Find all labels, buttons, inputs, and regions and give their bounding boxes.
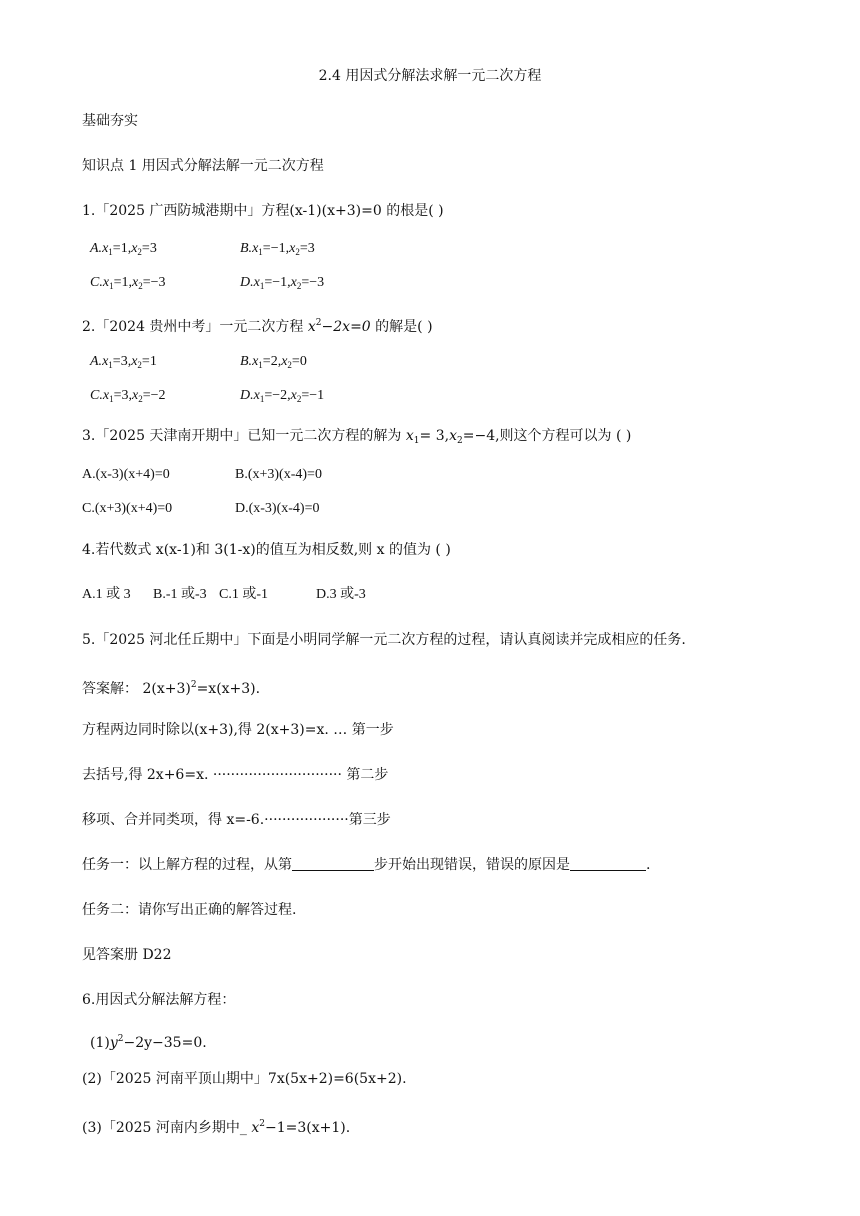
answer-blank-reason[interactable] [570,856,646,871]
question-6-part-3: (3)「2025 河南内乡期中_ $x^2-1=3(x+1)$. [82,1119,351,1136]
question-1-option-d: $D.x_1=-1,x_2=-3$ [240,275,325,291]
question-5-step-1: 方程两边同时除以(x+3),得 2(x+3)=x. … 第一步 [82,722,394,738]
question-1-option-c: $C.x_1=1,x_2=-3$ [90,275,166,291]
question-5-equation: 答案解： $2(x+3)^2=x(x+3)$. [82,680,261,697]
question-6-part-1: $(1)y^2-2y-35=0$. [90,1034,207,1051]
question-4-stem: 4.若代数式 x(x-1)和 3(1-x)的值互为相反数,则 x 的值为 ( ) [82,542,451,558]
question-3-option-c: C.(x+3)(x+4)=0 [82,501,173,516]
question-5-task-2: 任务二：请你写出正确的解答过程. [82,902,297,918]
answer-reference: 见答案册 D22 [82,947,172,963]
question-1-option-a: $A.x_1=1,x_2=3$ [90,241,157,257]
question-3-option-b: B.(x+3)(x-4)=0 [235,467,322,482]
question-1-option-b: $B.x_1=-1,x_2=3$ [240,241,315,257]
question-4-option-c: C.1 或-1 [219,587,268,602]
question-4-option-a: A.1 或 3 [82,587,131,602]
question-5-stem: 5.「2025 河北任丘期中」下面是小明同学解一元二次方程的过程，请认真阅读并完成相应的任务. [82,632,686,648]
knowledge-point-heading: 知识点 1 用因式分解法解一元二次方程 [82,158,324,174]
question-4-option-b: B.-1 或-3 [153,587,207,602]
question-3-stem: 3.「2025 天津南开期中」已知一元二次方程的解为 $x_1= 3,x_2=-4$,则这个方程可以为 ( ) [82,428,632,446]
question-6-stem: 6.用因式分解法解方程： [82,992,236,1008]
page-title: 2.4 用因式分解法求解一元二次方程 [318,68,542,84]
question-2-stem: 2.「2024 贵州中考」一元二次方程 $x^2-2x=0$ 的解是( ) [82,318,433,335]
question-4-option-d: D.3 或-3 [316,587,366,602]
question-2-option-d: $D.x_1=-2,x_2=-1$ [240,388,325,404]
answer-blank-step[interactable] [292,856,374,871]
question-5-task-1: 任务一：以上解方程的过程，从第 步开始出现错误，错误的原因是 . [82,857,651,873]
section-heading: 基础夯实 [82,113,138,129]
question-3-option-a: A.(x-3)(x+4)=0 [82,467,170,482]
question-1-stem: 1.「2025 广西防城港期中」方程(x-1)(x+3)=0 的根是( ) [82,203,444,219]
question-2-option-c: $C.x_1=3,x_2=-2$ [90,388,166,404]
question-3-option-d: D.(x-3)(x-4)=0 [235,501,320,516]
question-2-option-b: $B.x_1=2,x_2=0$ [240,354,307,370]
question-5-step-2: 去括号,得 2x+6=x. ····························· 第二步 [82,767,389,783]
question-2-option-a: $A.x_1=3,x_2=1$ [90,354,157,370]
question-6-part-2: (2)「2025 河南平顶山期中」7x(5x+2)=6(5x+2). [82,1071,407,1087]
question-5-step-3: 移项、合并同类项，得 x=-6.···················第三步 [82,812,391,828]
